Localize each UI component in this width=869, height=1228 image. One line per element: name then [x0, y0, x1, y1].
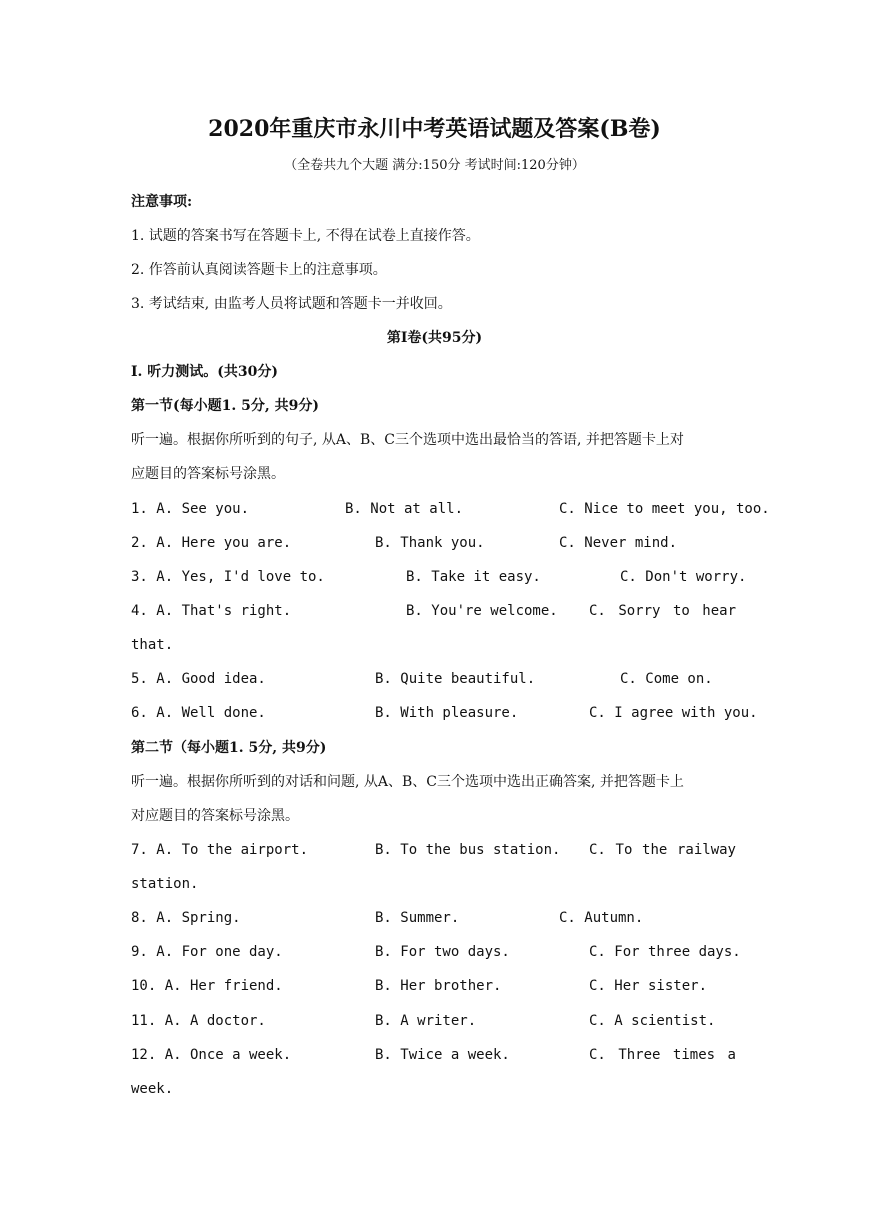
- q2-option-c: C. Never mind.: [559, 535, 678, 551]
- q5-option-b: B. Quite beautiful.: [375, 671, 536, 687]
- page-subtitle: （全卷共九个大题 满分:150分 考试时间:120分钟）: [284, 158, 585, 173]
- q10-option-c: C. Her sister.: [589, 978, 708, 994]
- q6-option-a: 6. A. Well done.: [131, 705, 266, 721]
- q4-option-b: B. You're welcome.: [406, 603, 558, 619]
- q12-option-c-word: a: [727, 1047, 736, 1063]
- q4-option-c: [589, 602, 736, 620]
- q6-option-c: C. I agree with you.: [589, 705, 758, 721]
- q11-option-c: C. A scientist.: [589, 1013, 716, 1029]
- section-1-heading: 第一节(每小题1. 5分, 共9分): [131, 398, 319, 414]
- q3-option-c: C. Don't worry.: [620, 569, 747, 585]
- q12-option-a: 12. A. Once a week.: [131, 1047, 292, 1063]
- q8-option-b: B. Summer.: [375, 910, 460, 926]
- q4-option-c-word: Sorry: [618, 603, 661, 619]
- q11-option-a: 11. A. A doctor.: [131, 1013, 266, 1029]
- page-title: 2020年重庆市永川中考英语试题及答案(B卷): [208, 116, 661, 142]
- section-2-instructions-line-1: 听一遍。根据你所听到的对话和问题, 从A、B、C三个选项中选出正确答案, 并把答题卡上: [131, 774, 684, 790]
- q4-option-c-word: hear: [702, 603, 736, 619]
- q1-option-c: C. Nice to meet you, too.: [559, 501, 770, 517]
- part-one-heading: 第Ⅰ卷(共95分): [386, 330, 483, 346]
- q12-option-c-word: Three: [618, 1047, 661, 1063]
- q11-option-b: B. A writer.: [375, 1013, 477, 1029]
- q7-option-b: B. To the bus station.: [375, 842, 561, 858]
- q8-option-a: 8. A. Spring.: [131, 910, 241, 926]
- q3-option-b: B. Take it easy.: [406, 569, 541, 585]
- q12-option-c: [589, 1046, 736, 1064]
- notice-heading: 注意事项:: [131, 194, 193, 210]
- q10-option-b: B. Her brother.: [375, 978, 502, 994]
- q12-option-c-word: C.: [589, 1047, 606, 1063]
- q7-option-c: [589, 841, 736, 859]
- q1-option-b: B. Not at all.: [345, 501, 464, 517]
- q1-option-a: 1. A. See you.: [131, 501, 250, 517]
- section-2-instructions-line-2: 对应题目的答案标号涂黑。: [131, 808, 299, 824]
- q7-option-c-word: railway: [676, 842, 736, 858]
- q4-option-c-word: to: [672, 603, 690, 619]
- q7-option-c-word: To: [615, 842, 633, 858]
- notice-item-1: 1. 试题的答案书写在答题卡上, 不得在试卷上直接作答。: [131, 228, 480, 244]
- q2-option-b: B. Thank you.: [375, 535, 485, 551]
- q9-option-c: C. For three days.: [589, 944, 741, 960]
- q4-option-c-continuation: that.: [131, 637, 174, 653]
- q8-option-c: C. Autumn.: [559, 910, 644, 926]
- q9-option-a: 9. A. For one day.: [131, 944, 283, 960]
- q12-option-c-continuation: week.: [131, 1081, 174, 1097]
- q7-option-a: 7. A. To the airport.: [131, 842, 309, 858]
- q12-option-c-word: times: [672, 1047, 716, 1063]
- q7-option-c-word: C.: [589, 842, 606, 858]
- q9-option-b: B. For two days.: [375, 944, 510, 960]
- q10-option-a: 10. A. Her friend.: [131, 978, 283, 994]
- q4-option-c-word: C.: [589, 603, 606, 619]
- section-1-instructions-line-1: 听一遍。根据你所听到的句子, 从A、B、C三个选项中选出最恰当的答语, 并把答题卡上对: [131, 432, 684, 448]
- q7-option-c-word: the: [642, 842, 668, 858]
- q4-option-a: 4. A. That's right.: [131, 603, 292, 619]
- notice-item-3: 3. 考试结束, 由监考人员将试题和答题卡一并收回。: [131, 296, 452, 312]
- q5-option-a: 5. A. Good idea.: [131, 671, 266, 687]
- q12-option-b: B. Twice a week.: [375, 1047, 510, 1063]
- section-2-heading: 第二节（每小题1. 5分, 共9分): [131, 740, 327, 756]
- q3-option-a: 3. A. Yes, I'd love to.: [131, 569, 325, 585]
- q7-option-c-continuation: station.: [131, 876, 199, 892]
- notice-item-2: 2. 作答前认真阅读答题卡上的注意事项。: [131, 262, 387, 278]
- section-1-instructions-line-2: 应题目的答案标号涂黑。: [131, 466, 285, 482]
- section-i-heading: I. 听力测试。(共30分): [131, 364, 279, 380]
- q5-option-c: C. Come on.: [620, 671, 713, 687]
- q2-option-a: 2. A. Here you are.: [131, 535, 292, 551]
- q6-option-b: B. With pleasure.: [375, 705, 519, 721]
